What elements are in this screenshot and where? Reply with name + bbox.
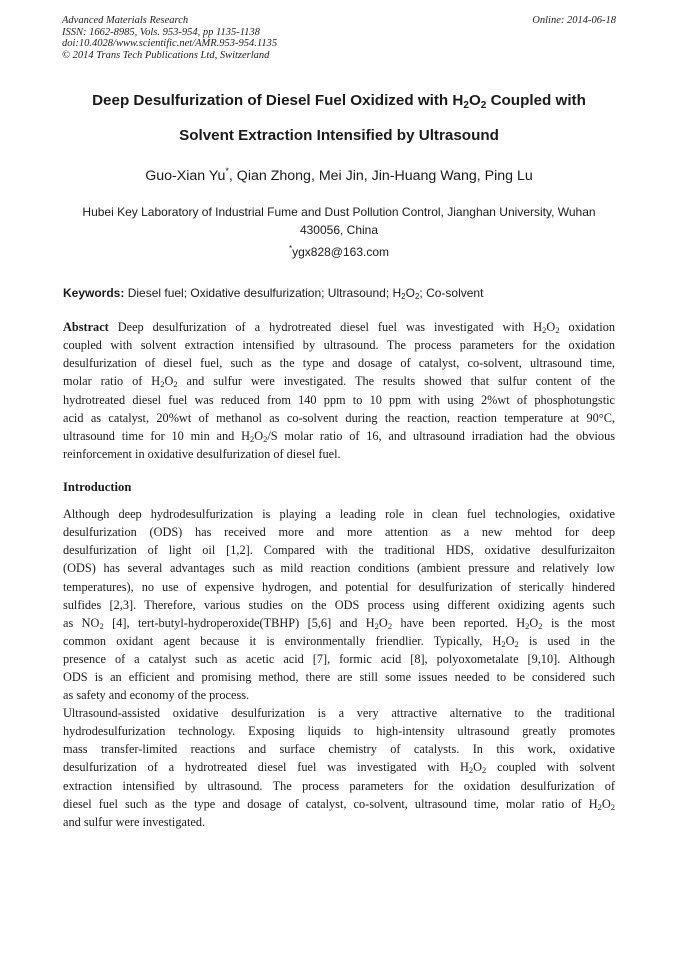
abstract-paragraph: Abstract Deep desulfurization of a hydrotreated diesel fuel was investigated with $H_2O_2$ oxidation coupled with solvent extraction intensified by ultrasound. The process parameters for the oxidation desulfurization of diesel fuel, such as the type and dosage of catalyst, co-solvent, ultrasound time, molar ratio of $H_2O_2$ and sulfur were investigated. The results showed that sulfur content of the hydrotreated diesel fuel was reduced from 140 ppm to 10 ppm with using 2%wt of phosphotungstic acid as catalyst, 20%wt of methanol as co-solvent during the reaction, reaction temperature at 90°C, ultrasound time for 10 min and $H_2O_2/S$ molar ratio of 16, and ultrasound irradiation had the obvious reinforcement in oxidative desulfurization of diesel fuel. [63,320,615,461]
introduction-paragraph-1: Although deep hydrodesulfurization is playing a leading role in clean fuel technologies, oxidative desulfurization (ODS) has received more and more attention as a new mehtod for deep desulfurization of light oil [1,2]. Compared with the traditional HDS, oxidative desulfurizaiton (ODS) has several advantages such as mild reaction conditions (ambient pressure and relatively low temperatures), no use of expensive hydrogen, and potential for desulfurization of sterically hindered sulfides [2,3]. Therefore, various studies on the ODS process using different oxidizing agents such as $NO_2$ [4], tert-butyl-hydroperoxide(TBHP) [5,6] and $H_2O_2$ have been reported. $H_2O_2$ is the most common oxidant agent because it is environmentally friendlier. Typically, $H_2O_2$ is used in the presence of a catalyst such as acetic acid [7], formic acid [8], polyoxometalate [9,10]. Although ODS is an efficient and promising method, there are still some issues needed to be considered such as safety and economy of the process. [63,507,616,703]
keywords-line: Keywords: Diesel fuel; Oxidative desulfurization; Ultrasound; $H_2O_2$; Co-solvent [63,286,484,301]
paper-title-line-1: Deep Desulfurization of Diesel Fuel Oxidized with $H_2O_2$ Coupled with [92,92,586,111]
journal-name: Advanced Materials Research [62,15,189,26]
introduction-paragraph-2: Ultrasound-assisted oxidative desulfurization is a very attractive alternative to the traditional hydrodesulfurization technology. Exposing liquids to high-intensity ultrasound greatly promotes mass transfer-limited reactions and surface chemistry of catalysts. In this work, oxidative desulfurization of a hydrotreated diesel fuel was investigated with $H_2O_2$ coupled with solvent extraction intensified by ultrasound. The process parameters for the oxidation desulfurization of diesel fuel such as the type and dosage of catalyst, co-solvent, ultrasound time, molar ratio of $H_2O_2$ and sulfur were investigated. [63,706,615,829]
section-heading-introduction: Introduction [63,480,132,494]
copyright-line: © 2014 Trans Tech Publications Ltd, Switzerland [62,49,270,61]
journal-header [62,15,616,61]
affiliation-line-1: Hubei Key Laboratory of Industrial Fume and Dust Pollution Control, Jianghan University, Wuhan [82,205,596,219]
keywords-label: Keywords: [63,286,125,300]
doi-line[interactable]: doi:10.4028/www.scientific.net/AMR.953-954.1135 [62,38,278,50]
affiliation-line-2: 430056, China [299,223,379,237]
issn-line: ISSN: 1662-8985, Vols. 953-954, pp 1135-1138 [62,26,260,38]
corresponding-email[interactable]: *ygx828@163.com [288,244,390,259]
author-list: Guo-Xian Yu*, Qian Zhong, Mei Jin, Jin-Huang Wang, Ping Lu [145,166,533,184]
abstract-label: Abstract [63,320,109,334]
paper-title-line-2: Solvent Extraction Intensified by Ultrasound [179,127,499,144]
online-date: Online: 2014-06-18 [532,15,616,26]
